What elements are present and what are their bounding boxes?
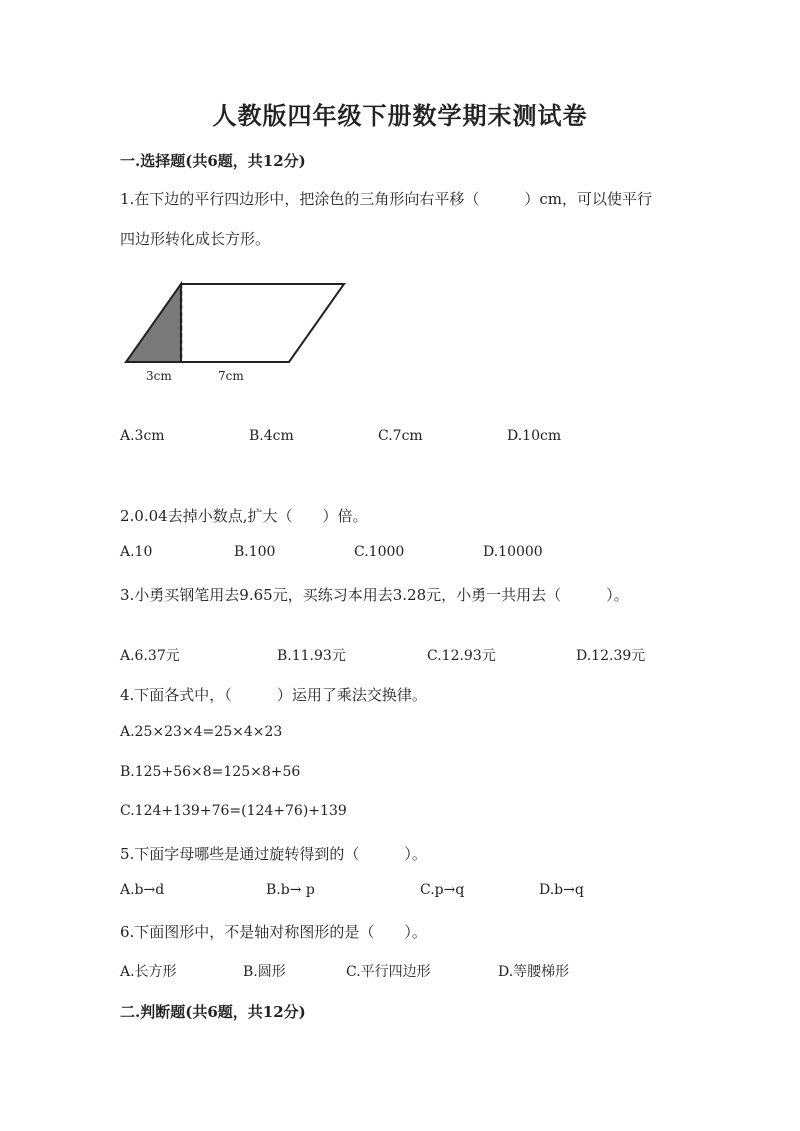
shaded-triangle [126, 284, 181, 362]
q3-option-d: D.12.39元 [576, 648, 646, 664]
q3-option-a: A.6.37元 [120, 648, 180, 664]
q3-option-c: C.12.93元 [427, 648, 496, 664]
q5-option-b: B.b→ p [266, 882, 315, 898]
parallelogram-body [181, 284, 344, 362]
question-5-text: 5.下面字母哪些是通过旋转得到的（ ）。 [120, 845, 427, 863]
label-7cm: 7cm [218, 369, 244, 383]
question-4-text: 4.下面各式中，（ ）运用了乘法交换律。 [120, 686, 427, 704]
question-1-text: 1.在下边的平行四边形中，把涂色的三角形向右平移（ ）cm，可以使平行 [120, 190, 652, 208]
question-6-text: 6.下面图形中，不是轴对称图形的是（ ）。 [120, 923, 427, 941]
q6-option-c: C.平行四边形 [346, 964, 431, 980]
q6-option-d: D.等腰梯形 [498, 964, 570, 980]
q4-option-a: A.25×23×4=25×4×23 [120, 724, 283, 740]
q1-option-c: C.7cm [378, 428, 423, 444]
q1-option-a: A.3cm [120, 428, 165, 444]
q5-option-a: A.b→d [120, 882, 165, 898]
q4-option-c: C.124+139+76=(124+76)+139 [120, 803, 347, 819]
question-2-text: 2.0.04去掉小数点,扩大（ ）倍。 [120, 507, 368, 525]
section-heading-judgment: 二.判断题(共6题，共12分) [120, 1003, 306, 1021]
page-title: 人教版四年级下册数学期末测试卷 [212, 101, 588, 130]
q5-option-d: D.b→q [539, 882, 584, 898]
q6-option-a: A.长方形 [120, 964, 177, 980]
label-3cm: 3cm [146, 369, 172, 383]
q2-option-d: D.10000 [483, 544, 543, 560]
section-heading-choice: 一.选择题(共6题，共12分) [120, 152, 306, 170]
q3-option-b: B.11.93元 [277, 648, 346, 664]
q5-option-c: C.p→q [420, 882, 465, 898]
q6-option-b: B.圆形 [243, 964, 286, 980]
question-3-text: 3.小勇买钢笔用去9.65元，买练习本用去3.28元，小勇一共用去（ ）。 [120, 586, 629, 604]
q1-option-b: B.4cm [249, 428, 294, 444]
question-1-text-cont: 四边形转化成长方形。 [120, 230, 271, 248]
q1-option-d: D.10cm [507, 428, 562, 444]
q4-option-b: B.125+56×8=125×8+56 [120, 764, 301, 780]
q2-option-c: C.1000 [354, 544, 405, 560]
q2-option-a: A.10 [120, 544, 153, 560]
q2-option-b: B.100 [234, 544, 276, 560]
parallelogram-figure [118, 278, 358, 388]
